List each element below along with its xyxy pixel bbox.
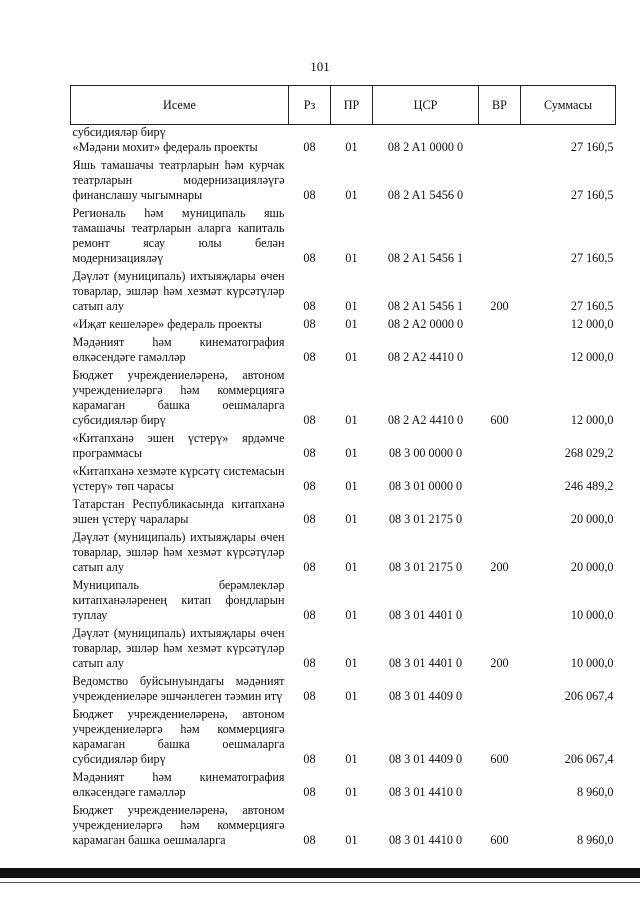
row-csr: 08 2 A2 4410 0 <box>387 413 464 427</box>
row-name: «Иҗат кешеләре» федераль проекты <box>72 317 262 331</box>
table-row <box>71 206 616 269</box>
row-csr: 08 3 01 0000 0 <box>388 479 463 493</box>
row-csr: 08 3 01 2175 0 <box>388 512 463 526</box>
row-rz <box>289 125 331 141</box>
row-sum: 27 160,5 <box>570 299 614 313</box>
table-row <box>71 578 616 626</box>
row-rz: 08 <box>303 479 316 493</box>
row-pr: 01 <box>345 299 358 313</box>
row-name: Татарстан Республикасында китапханә эшен үстерү чаралары <box>72 497 285 526</box>
row-sum: 206 067,4 <box>564 752 614 766</box>
row-name: субсидияләр бирү <box>72 125 166 139</box>
row-sum: 268 029,2 <box>564 446 614 460</box>
row-pr: 01 <box>345 317 358 331</box>
row-csr: 08 2 A1 5456 1 <box>387 251 464 265</box>
row-vr <box>479 770 521 803</box>
row-csr: 08 3 00 0000 0 <box>388 446 463 460</box>
row-csr: 08 3 01 2175 0 <box>388 560 463 574</box>
row-rz: 08 <box>303 785 316 799</box>
table-row <box>71 125 616 141</box>
row-name: Муниципаль берәмлекләр китапханәләренең китап фондларын туплау <box>72 578 285 622</box>
row-name: Дәүләт (муниципаль) ихтыяҗлары өчен товарлар, эшләр һәм хезмәт күрсәтүләр сатып алу <box>72 626 285 670</box>
row-pr: 01 <box>345 251 358 265</box>
row-pr: 01 <box>345 512 358 526</box>
row-vr: 200 <box>490 560 509 574</box>
row-name: Региональ һәм муниципаль яшь тамашачы театрларын аларга капиталь ремонт ясау юлы белән модернизацияләү <box>72 206 285 265</box>
row-vr: 200 <box>490 656 509 670</box>
row-sum: 206 067,4 <box>564 689 614 703</box>
row-pr: 01 <box>345 446 358 460</box>
table-row <box>71 335 616 368</box>
row-name: Бюджет учреждениеләренә, автоном учреждениеләргә һәм коммерциягә карамаган башка оешмаларга <box>72 803 285 847</box>
row-rz: 08 <box>303 140 316 154</box>
row-sum: 10 000,0 <box>570 656 614 670</box>
row-rz: 08 <box>303 752 316 766</box>
row-sum: 12 000,0 <box>570 317 614 331</box>
table-row <box>71 707 616 770</box>
row-name: «Китапханә эшен үстерү» ярдәмче программасы <box>72 431 285 460</box>
row-csr: 08 3 01 4410 0 <box>388 833 463 847</box>
row-pr: 01 <box>345 350 358 364</box>
row-rz: 08 <box>303 656 316 670</box>
table-header-row <box>71 86 616 125</box>
row-vr: 200 <box>490 299 509 313</box>
row-name: «Китапханә хезмәте күрсәтү системасын үстерү» төп чарасы <box>72 464 285 493</box>
row-csr: 08 3 01 4401 0 <box>388 608 463 622</box>
row-name: Дәүләт (муниципаль) ихтыяҗлары өчен товарлар, эшләр һәм хезмәт күрсәтүләр сатып алу <box>72 530 285 574</box>
row-vr <box>479 431 521 464</box>
table-row <box>71 497 616 530</box>
budget-table <box>70 85 616 851</box>
table-row <box>71 368 616 431</box>
table-row <box>71 317 616 335</box>
row-rz: 08 <box>303 299 316 313</box>
table-row <box>71 530 616 578</box>
row-rz: 08 <box>303 608 316 622</box>
row-csr: 08 2 A1 5456 1 <box>387 299 464 313</box>
row-rz: 08 <box>303 689 316 703</box>
row-rz: 08 <box>303 251 316 265</box>
table-row <box>71 464 616 497</box>
row-pr: 01 <box>345 833 358 847</box>
row-vr <box>479 125 521 141</box>
row-pr: 01 <box>345 752 358 766</box>
row-vr <box>479 140 521 158</box>
header-csr: ЦСР <box>373 86 479 125</box>
row-pr <box>331 125 373 141</box>
row-sum: 20 000,0 <box>570 560 614 574</box>
table-row <box>71 269 616 317</box>
table-row <box>71 431 616 464</box>
row-sum: 27 160,5 <box>570 251 614 265</box>
header-vr: ВР <box>479 86 521 125</box>
row-csr: 08 2 A1 0000 0 <box>387 140 464 154</box>
row-vr <box>479 674 521 707</box>
scan-bottom-rule <box>0 882 640 883</box>
row-vr: 600 <box>490 833 509 847</box>
row-vr <box>479 464 521 497</box>
row-pr: 01 <box>345 656 358 670</box>
row-pr: 01 <box>345 140 358 154</box>
header-name: Исеме <box>71 86 289 125</box>
row-csr <box>373 125 479 141</box>
row-csr: 08 2 A2 0000 0 <box>387 317 464 331</box>
row-csr: 08 3 01 4409 0 <box>388 752 463 766</box>
header-sum: Суммасы <box>521 86 616 125</box>
row-name: Ведомство буйсынуындагы мәдәният учреждениеләре эшчәнлеген тәэмин итү <box>72 674 285 703</box>
row-rz: 08 <box>303 833 316 847</box>
row-pr: 01 <box>345 479 358 493</box>
row-sum: 12 000,0 <box>570 350 614 364</box>
row-sum: 27 160,5 <box>570 188 614 202</box>
row-name: Бюджет учреждениеләренә, автоном учреждениеләргә һәм коммерциягә карамаган башка оешмаларга субсидияләр бирү <box>72 368 285 427</box>
row-sum: 246 489,2 <box>564 479 614 493</box>
row-pr: 01 <box>345 785 358 799</box>
row-name: Мәдәният һәм кинематография өлкәсендәге гамәлләр <box>72 770 285 799</box>
row-rz: 08 <box>303 512 316 526</box>
header-pr: ПР <box>331 86 373 125</box>
row-sum: 12 000,0 <box>570 413 614 427</box>
row-sum: 8 960,0 <box>576 833 614 847</box>
row-rz: 08 <box>303 188 316 202</box>
row-name: Бюджет учреждениеләренә, автоном учреждениеләргә һәм коммерциягә карамаган башка оешмаларга субсидияләр бирү <box>72 707 285 766</box>
row-pr: 01 <box>345 608 358 622</box>
row-name: Яшь тамашачы театрларын һәм курчак театрларын модернизацияләүгә финанслашу чыгымнары <box>72 158 285 202</box>
scan-bottom-bar <box>0 868 640 878</box>
row-sum: 20 000,0 <box>570 512 614 526</box>
header-rz: Рз <box>289 86 331 125</box>
page-number: 101 <box>310 59 330 74</box>
row-csr: 08 3 01 4409 0 <box>388 689 463 703</box>
row-vr: 600 <box>490 413 509 427</box>
table-row <box>71 626 616 674</box>
row-sum: 27 160,5 <box>570 140 614 154</box>
row-pr: 01 <box>345 689 358 703</box>
table-body <box>71 125 616 852</box>
row-vr <box>479 578 521 626</box>
row-rz: 08 <box>303 446 316 460</box>
row-vr <box>479 206 521 269</box>
row-pr: 01 <box>345 560 358 574</box>
row-rz: 08 <box>303 413 316 427</box>
row-sum <box>521 125 616 141</box>
row-vr <box>479 317 521 335</box>
row-pr: 01 <box>345 188 358 202</box>
row-rz: 08 <box>303 317 316 331</box>
row-name: Дәүләт (муниципаль) ихтыяҗлары өчен товарлар, эшләр һәм хезмәт күрсәтүләр сатып алу <box>72 269 285 313</box>
table-row <box>71 770 616 803</box>
row-name: «Мәдәни мохит» федераль проекты <box>72 140 258 154</box>
row-sum: 8 960,0 <box>576 785 614 799</box>
table-row <box>71 803 616 851</box>
row-csr: 08 3 01 4401 0 <box>388 656 463 670</box>
row-name: Мәдәният һәм кинематография өлкәсендәге гамәлләр <box>72 335 285 364</box>
table-row <box>71 140 616 158</box>
table-row <box>71 158 616 206</box>
row-csr: 08 2 A1 5456 0 <box>387 188 464 202</box>
row-sum: 10 000,0 <box>570 608 614 622</box>
row-vr: 600 <box>490 752 509 766</box>
row-pr: 01 <box>345 413 358 427</box>
row-rz: 08 <box>303 350 316 364</box>
row-vr <box>479 158 521 206</box>
table-row <box>71 674 616 707</box>
row-rz: 08 <box>303 560 316 574</box>
row-vr <box>479 497 521 530</box>
budget-table-container <box>70 85 615 851</box>
row-csr: 08 3 01 4410 0 <box>388 785 463 799</box>
row-vr <box>479 335 521 368</box>
row-csr: 08 2 A2 4410 0 <box>387 350 464 364</box>
